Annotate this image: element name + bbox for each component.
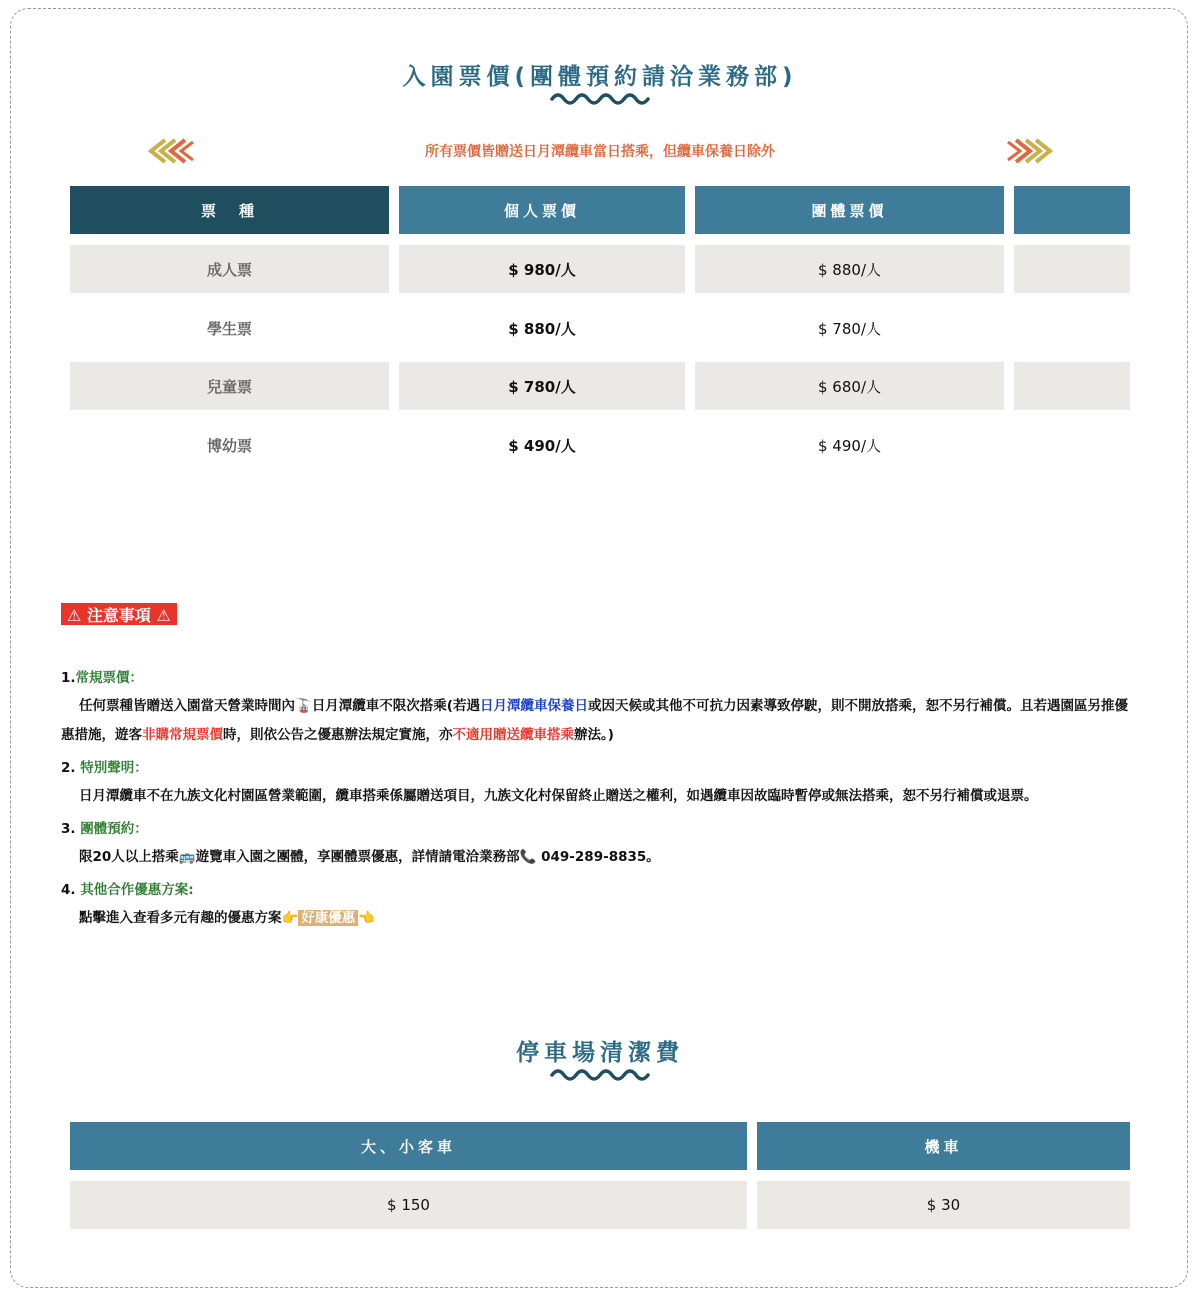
pointing-left-icon: 👈: [358, 910, 376, 926]
note-1-text-d: 時，則依公告之優惠辦法規定實施，亦: [223, 727, 453, 743]
note-1-text-e: 辦法。): [574, 727, 614, 743]
note-2-body: 日月潭纜車不在九族文化村園區營業範圍，纜車搭乘係屬贈送項目，九族文化村保留終止贈送之權利，如遇纜車因故臨時暫停或無法搭乘，恕不另行補償或退票。: [79, 788, 1038, 804]
header-ticket-type: 票 種: [70, 186, 389, 234]
note-4-body: [61, 904, 1141, 933]
header-extra-column: [1014, 186, 1130, 234]
ticket-type-adult: 成人票: [70, 245, 389, 293]
note-1-text-b: 日月潭纜車不限次搭乘(若遇: [311, 698, 480, 714]
cable-car-icon: 🚡: [295, 698, 312, 714]
extra-cell-child: [1014, 362, 1130, 410]
group-price-boyou: $ 490/人: [818, 436, 881, 455]
note-1-highlight-b: 不適用贈送纜車搭乘: [452, 727, 574, 743]
parking-fee-motorcycle: $ 30: [757, 1181, 1130, 1229]
pointing-right-icon: 👉: [281, 910, 299, 926]
note-1-text-c: 或因天候或其他不可抗力因素導致停駛，則不開放搭乘，恕不另行補償。且若遇園區另推優惠措施，遊客: [61, 698, 1128, 743]
extra-cell-adult: [1014, 245, 1130, 293]
parking-section-title: 停車場清潔費: [516, 1040, 684, 1066]
group-price-adult: $ 880/人: [695, 245, 1004, 293]
ticket-type-child: 兒童票: [70, 362, 389, 410]
wave-divider-icon: [550, 90, 650, 108]
note-4-text: 點擊進入查看多元有趣的優惠方案: [79, 910, 282, 926]
note-1-text-a: 任何票種皆贈送入園當天營業時間內: [79, 698, 295, 714]
header-group-price: 團體票價: [695, 186, 1004, 234]
note-3-number: 3.: [61, 821, 76, 837]
phone-icon: 📞: [519, 849, 537, 865]
header-car: 大、小客車: [70, 1122, 747, 1170]
individual-price-boyou: $ 490/人: [508, 436, 576, 455]
group-price-student: $ 780/人: [818, 319, 881, 338]
bus-icon: 🚌: [178, 849, 196, 865]
header-motorcycle: 機車: [757, 1122, 1130, 1170]
promo-link[interactable]: 好康優惠: [298, 910, 358, 926]
note-4-title: 其他合作優惠方案:: [80, 882, 194, 898]
notice-list: [61, 660, 1141, 933]
ticket-type-student: 學生票: [206, 319, 252, 338]
note-3-title: 團體預約：: [80, 821, 148, 837]
wave-divider-icon: [550, 1066, 650, 1084]
phone-number[interactable]: 049-289-8835。: [536, 849, 660, 865]
note-3-text-a: 限20人以上搭乘: [79, 849, 179, 865]
chevrons-right-icon: [1006, 136, 1058, 166]
note-1-heading: [61, 664, 1141, 692]
notice-badge: ⚠ 注意事項 ⚠: [61, 603, 177, 625]
individual-price-student: $ 880/人: [508, 319, 576, 338]
note-1-number: 1.: [61, 670, 76, 686]
note-1-title: 常規票價：: [75, 670, 144, 686]
individual-price-adult: $ 980/人: [399, 245, 685, 293]
ticket-section-title: 入園票價(團體預約請洽業務部): [402, 64, 798, 90]
note-3-body: [61, 843, 1141, 872]
note-1-highlight-a: 非購常規票價: [142, 727, 223, 743]
note-2-heading: [61, 754, 1141, 782]
group-price-child: $ 680/人: [695, 362, 1004, 410]
note-1-body: [61, 692, 1141, 750]
parking-fee-car: $ 150: [70, 1181, 747, 1229]
note-3-heading: [61, 815, 1141, 843]
ticket-subtitle: 所有票價皆贈送日月潭纜車當日搭乘，但纜車保養日除外: [425, 144, 775, 160]
note-3-text-b: 遊覽車入園之團體，享團體票優惠，詳情請電洽業務部: [195, 849, 520, 865]
header-individual-price: 個人票價: [399, 186, 685, 234]
individual-price-child: $ 780/人: [399, 362, 685, 410]
chevrons-left-icon: [143, 136, 195, 166]
maintenance-day-link[interactable]: 日月潭纜車保養日: [479, 698, 588, 714]
note-4-heading: [61, 876, 1141, 904]
note-4-number: 4.: [61, 882, 76, 898]
note-2-title: 特別聲明：: [80, 760, 148, 776]
ticket-type-boyou: 博幼票: [206, 436, 252, 455]
note-2-number: 2.: [61, 760, 76, 776]
